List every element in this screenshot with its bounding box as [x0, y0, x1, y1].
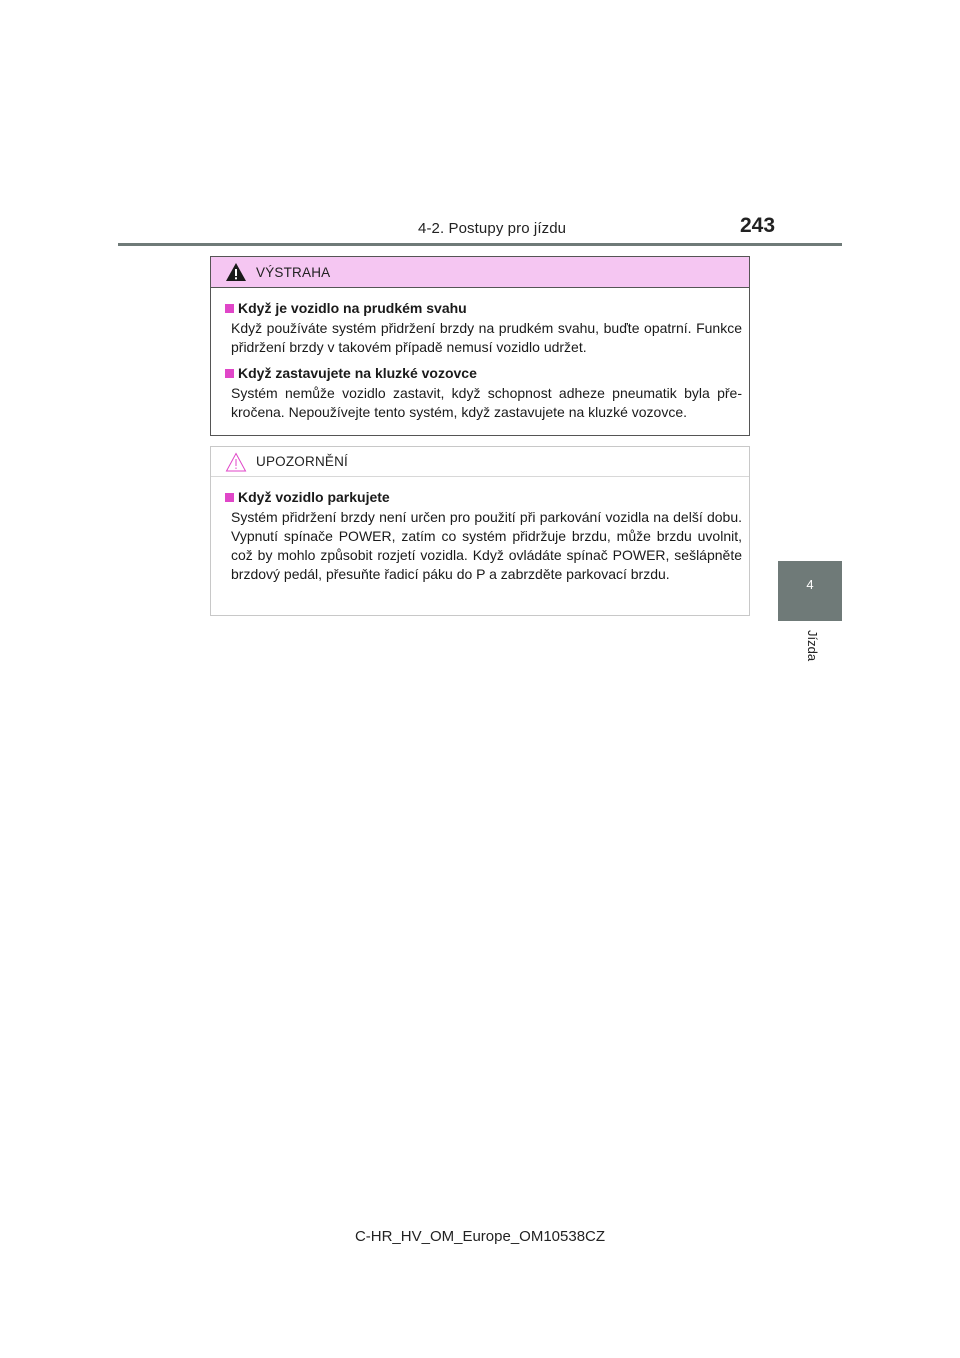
warning-body [211, 288, 749, 422]
bullet-square-icon [225, 369, 234, 378]
bullet-square-icon [225, 304, 234, 313]
caution-item-title: Když vozidlo parkujete [238, 489, 390, 505]
warning-item-title: Když je vozidlo na prudkém svahu [238, 300, 467, 316]
warning-box [210, 256, 750, 436]
page-number: 243 [740, 214, 776, 237]
warning-item [225, 363, 742, 422]
chapter-tab [778, 561, 842, 621]
warning-header [211, 257, 749, 288]
warning-title: VÝSTRAHA [256, 264, 331, 280]
warning-triangle-outline-icon [225, 452, 247, 472]
caution-item-text: Systém přidržení brzdy není určen pro použití při parkování vozidla na delší dobu. Vypnutí spínače POWER, zatím co systém přidržuje brzdu, může brzdu uvolnit, což by mohlo způsobit rozjetí vozidla. Když ovládáte spínač POWER, sešlápněte brzdový pedál, přesuňte řadicí páku do P a zabrzděte parkovací brzdu. [231, 509, 742, 582]
warning-item-title: Když zastavujete na kluzké vozovce [238, 365, 477, 381]
chapter-label: Jízda [805, 630, 820, 662]
footer [0, 1228, 960, 1245]
document-id: C-HR_HV_OM_Europe_OM10538CZ [354, 1228, 606, 1245]
chapter-number: 4 [806, 577, 814, 592]
caution-item [225, 487, 742, 584]
warning-item [225, 298, 742, 357]
header-rule [118, 243, 842, 246]
warning-item-text: Systém nemůže vozidlo zastavit, když schopnost adheze pneumatik byla pře-kročena. Nepoužívejte tento systém, když zastavujete na kluzké vozovce. [231, 385, 742, 420]
bullet-square-icon [225, 493, 234, 502]
caution-title: UPOZORNĚNÍ [256, 454, 349, 469]
warning-triangle-filled-icon [225, 262, 247, 282]
caution-box [210, 446, 750, 616]
section-title: 4-2. Postupy pro jízdu [418, 220, 567, 237]
caution-body [211, 477, 749, 584]
warning-item-text: Když používáte systém přidržení brzdy na prudkém svahu, buďte opatrní. Funkce přidržení brzdy v takovém případě nemusí vozidlo udržet. [231, 320, 742, 355]
caution-header [211, 447, 749, 477]
